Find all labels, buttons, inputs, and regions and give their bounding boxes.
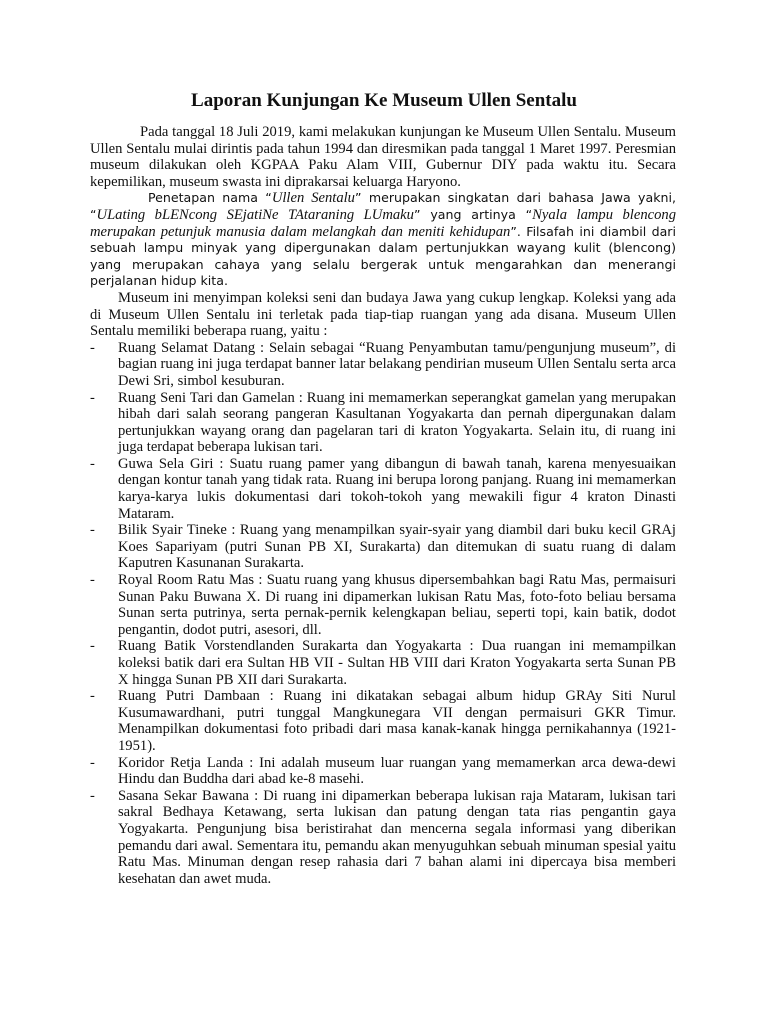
list-item: [90, 572, 676, 638]
bullet-dash: -: [90, 522, 95, 539]
room-description: Ruang Batik Vorstendlanden Surakarta dan Yogyakarta : Dua ruangan ini memampilkan koleksi batik dari era Sultan HB VII - Sultan HB VIII dari Kraton Yogyakarta serta Sunan PB X hingga Sunan PB XII dari Surakarta.: [118, 638, 676, 688]
text-run: Penetapan nama “: [148, 190, 272, 206]
bullet-dash: -: [90, 339, 95, 356]
list-item: [90, 456, 676, 522]
page-title: Laporan Kunjungan Ke Museum Ullen Sentalu: [191, 90, 577, 111]
bullet-dash: -: [90, 787, 95, 804]
list-item: [90, 340, 676, 390]
document-body: [90, 124, 676, 887]
room-list: [90, 340, 676, 888]
bullet-dash: -: [90, 638, 95, 655]
room-description: Royal Room Ratu Mas : Suatu ruang yang khusus dipersembahkan bagi Ratu Mas, permaisuri Sunan Paku Buwana X. Di ruang ini dipamerkan lukisan Ratu Mas, foto-foto beliau bersama Sunan serta putrinya, serta pernak-pernik kelengkapan beliau, seperti topi, kain batik, dodot pengantin, dodot putri, asesori, dll.: [118, 572, 676, 638]
paragraph-name-meaning: [90, 190, 676, 290]
list-item: [90, 788, 676, 888]
room-description: Ruang Selamat Datang : Selain sebagai “Ruang Penyambutan tamu/pengunjung museum”, di bagian ruang ini juga terdapat banner latar belakang pendirian museum Ullen Sentalu serta arca Dewi Sri, simbol kesuburan.: [118, 339, 676, 389]
bullet-dash: -: [90, 754, 95, 771]
italic-museum-name: Ullen Sentalu: [271, 190, 355, 207]
italic-meaning: Nyala lampu blencong merupakan petunjuk manusia dalam melangkah dan meniti kehidupan: [90, 206, 676, 240]
room-description: Bilik Syair Tineke : Ruang yang menampilkan syair-syair yang diambil dari buku kecil GRAj Koes Sapariyam (putri Sunan PB XI, Surakarta) dan ditemukan di suatu ruang di dalam Kaputren Kasunanan Surakarta.: [118, 522, 676, 572]
list-item: [90, 688, 676, 754]
text-run: ” yang artinya “: [413, 206, 533, 222]
list-item: [90, 522, 676, 572]
list-item: [90, 638, 676, 688]
room-description: Koridor Retja Landa : Ini adalah museum luar ruangan yang memamerkan arca dewa-dewi Hindu dan Buddha dari abad ke-8 masehi.: [118, 754, 676, 788]
room-description: Ruang Seni Tari dan Gamelan : Ruang ini memamerkan seperangkat gamelan yang merupakan hibah dari salah seorang pangeran Kasultanan Yogyakarta dan pernah dipergunakan dalam pertunjukkan wayang orang dan pagelaran tari di kraton Yogyakarta. Selain itu, di ruang ini juga terdapat beberapa lukisan tari.: [118, 389, 676, 456]
room-description: Guwa Sela Giri : Suatu ruang pamer yang dibangun di bawah tanah, karena menyesuaikan dengan kontur tanah yang tidak rata. Ruang ini berupa lorong panjang. Ruang ini memamerkan karya-karya lukis dokumentasi dari tokoh-tokoh yang mewakili figur 4 kraton Dinasti Mataram.: [118, 455, 676, 522]
room-description: Sasana Sekar Bawana : Di ruang ini dipamerkan beberapa lukisan raja Mataram, lukisan tari sakral Bedhaya Ketawang, serta lukisan dan patung dengan tata rias pengantin gaya Yogyakarta. Pengunjung bisa beristirahat dan mencerna segala informasi yang diberikan pemandu dari awal. Sementara itu, pemandu akan menyuguhkan sebuah minuman spesial yaitu Ratu Mas. Minuman dengan resep rahasia dari 7 bahan alami ini dipercaya bisa memberi kesehatan dan awet muda.: [118, 787, 676, 887]
text-run: Filsafah ini diambil dari sebuah lampu minyak yang dipergunakan dalam pertunjukkan wayang kulit (blencong) yang merupakan cahaya yang selalu bergerak untuk mengarahkan dan menerangi perjalanan hidup kita.: [90, 223, 676, 289]
italic-acronym: ULating bLENcong SEjatiNe TAtaraning LUmaku: [96, 206, 414, 223]
paragraph-collection: Museum ini menyimpan koleksi seni dan budaya Jawa yang cukup lengkap. Koleksi yang ada di Museum Ullen Sentalu ini terletak pada tiap-tiap ruangan yang ada disana. Museum Ullen Sentalu memiliki beberapa ruang, yaitu :: [90, 289, 676, 340]
text-run: ” merupakan singkatan dari bahasa Jawa yakni, “: [90, 190, 676, 222]
paragraph-visit-intro: Pada tanggal 18 Juli 2019, kami melakukan kunjungan ke Museum Ullen Sentalu. Museum Ullen Sentalu mulai dirintis pada tahun 1994 dan diresmikan pada tanggal 1 Maret 1997. Peresmian museum dilakukan oleh KGPAA Paku Alam VIII, Gubernur DIY pada waktu itu. Secara kepemilikan, museum swasta ini diprakarsai keluarga Haryono.: [90, 124, 676, 190]
list-item: [90, 390, 676, 456]
bullet-dash: -: [90, 389, 95, 406]
text-run: ”.: [510, 223, 521, 239]
bullet-dash: -: [90, 455, 95, 472]
bullet-dash: -: [90, 688, 95, 705]
list-item: [90, 755, 676, 788]
bullet-dash: -: [90, 572, 95, 589]
room-description: Ruang Putri Dambaan : Ruang ini dikatakan sebagai album hidup GRAy Siti Nurul Kusumawardhani, putri tunggal Mangkunegara VII dengan permaisuri GKR Timur. Menampilkan dokumentasi foto pribadi dari masa kanak-kanak hingga pernikahannya (1921-1951).: [118, 688, 676, 754]
